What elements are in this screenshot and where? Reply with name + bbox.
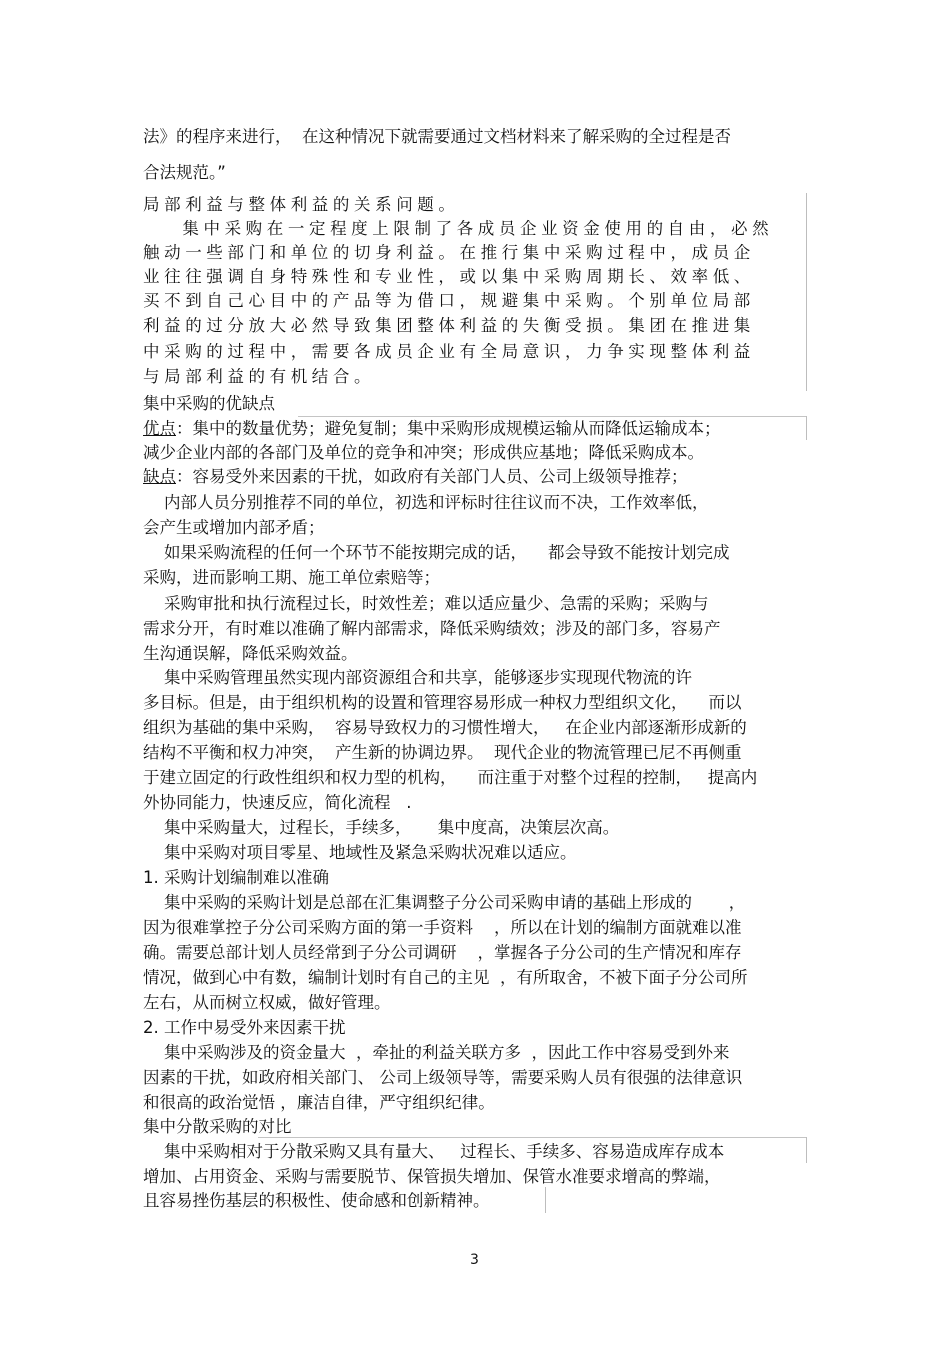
margin-rule xyxy=(806,416,807,440)
text-line: 因为很难掌控子分公司采购方面的第一手资料 ，所以在计划的编制方面就难以准 xyxy=(143,918,742,937)
text-line: 确。需要总部计划人员经常到子分公司调研 ，掌握各子分公司的生产情况和库存 xyxy=(143,943,742,962)
page-number: 3 xyxy=(470,1252,479,1268)
text-line: 情况，做到心中有数，编制计划时有自己的主见 ，有所取舍，不被下面子分公司所 xyxy=(143,968,748,987)
rule xyxy=(298,416,807,417)
text-line: 且容易挫伤基层的积极性、使命感和创新精神。 xyxy=(143,1191,490,1210)
text-line: 集中采购对项目零星、地域性及紧急采购状况难以适应。 xyxy=(143,843,577,862)
text-line: 集中采购管理虽然实现内部资源组合和共享，能够逐步实现现代物流的许 xyxy=(143,668,692,687)
text-line: 缺点：容易受外来因素的干扰，如政府有关部门人员、公司上级领导推荐； xyxy=(143,467,688,486)
text-line: 业往往强调自身特殊性和专业性，或以集中采购周期长、效率低、 xyxy=(143,267,755,286)
text-line: 合法规范。” xyxy=(143,163,226,182)
text-line: 增加、占用资金、采购与需要脱节、保管损失增加、保管水准要求增高的弊端， xyxy=(143,1167,721,1186)
margin-rule xyxy=(806,193,807,391)
text-line: 买不到自己心目中的产品等为借口，规避集中采购。个别单位局部 xyxy=(143,291,755,310)
rule xyxy=(258,1137,806,1138)
text-line: 会产生或增加内部矛盾； xyxy=(143,518,325,537)
text-line: 集中采购涉及的资金量大 ，牵扯的利益关联方多 ，因此工作中容易受到外来 xyxy=(143,1043,730,1062)
margin-rule xyxy=(545,1187,546,1213)
text-line: 利益的过分放大必然导致集团整体利益的失衡受损。集团在推进集 xyxy=(143,316,755,335)
margin-rule xyxy=(806,1137,807,1163)
text-line: 减少企业内部的各部门及单位的竞争和冲突；形成供应基地；降低采购成本。 xyxy=(143,443,704,462)
text-line: 集中采购相对于分散采购又具有量大、 过程长、手续多、容易造成库存成本 xyxy=(143,1142,725,1161)
text-line: 采购审批和执行流程过长，时效性差；难以适应量少、急需的采购；采购与 xyxy=(143,594,709,613)
text-line: 结构不平衡和权力冲突， 产生新的协调边界。 现代企业的物流管理已尼不再侧重 xyxy=(143,743,742,762)
text-line: 因素的干扰，如政府相关部门、 公司上级领导等，需要采购人员有很强的法律意识 xyxy=(143,1068,743,1087)
text-line: 集中采购在一定程度上限制了各成员企业资金使用的自由，必然 xyxy=(143,219,774,238)
text-line: 集中采购量大，过程长，手续多， 集中度高，决策层次高。 xyxy=(143,818,620,837)
text-line: 如果采购流程的任何一个环节不能按期完成的话， 都会导致不能按计划完成 xyxy=(143,543,730,562)
text-line: 和很高的政治觉悟 ，廉洁自律，严守组织纪律。 xyxy=(143,1093,495,1112)
advantages-label: 优点 xyxy=(143,419,176,438)
text-line: 与局部利益的有机结合。 xyxy=(143,367,376,386)
disadvantages-label: 缺点 xyxy=(143,467,176,486)
text-line: 集中采购的采购计划是总部在汇集调整子分公司采购申请的基础上形成的 ， xyxy=(143,893,746,912)
section-heading: 1. 采购计划编制难以准确 xyxy=(143,868,329,887)
text-line: 优点：集中的数量优势；避免复制；集中采购形成规模运输从而降低运输成本； xyxy=(143,419,721,438)
text-line: 中采购的过程中，需要各成员企业有全局意识，力争实现整体利益 xyxy=(143,342,755,361)
text-line: 采购，进而影响工期、施工单位索赔等； xyxy=(143,568,440,587)
text-line: 多目标。但是，由于组织机构的设置和管理容易形成一种权力型组织文化， 而以 xyxy=(143,693,742,712)
section-heading: 集中采购的优缺点 xyxy=(143,394,275,413)
text-line: 左右，从而树立权威，做好管理。 xyxy=(143,993,391,1012)
text-line: 于建立固定的行政性组织和权力型的机构， 而注重于对整个过程的控制， 提高内 xyxy=(143,768,758,787)
section-heading: 局部利益与整体利益的关系问题。 xyxy=(143,195,460,214)
text-line: 触动一些部门和单位的切身利益。在推行集中采购过程中，成员企 xyxy=(143,243,755,262)
text-line: 法》的程序来进行， 在这种情况下就需要通过文档材料来了解采购的全过程是否 xyxy=(143,127,731,146)
text-line: 外协同能力，快速反应，简化流程 . xyxy=(143,793,412,812)
text-line: 生沟通误解，降低采购效益。 xyxy=(143,644,358,663)
section-heading: 2. 工作中易受外来因素干扰 xyxy=(143,1018,346,1037)
text-line: 组织为基础的集中采购， 容易导致权力的习惯性增大， 在企业内部逐渐形成新的 xyxy=(143,718,747,737)
text-line: 内部人员分别推荐不同的单位，初选和评标时往往议而不决，工作效率低， xyxy=(143,493,709,512)
text-line: 需求分开，有时难以准确了解内部需求，降低采购绩效；涉及的部门多，容易产 xyxy=(143,619,721,638)
section-heading: 集中分散采购的对比 xyxy=(143,1117,292,1136)
